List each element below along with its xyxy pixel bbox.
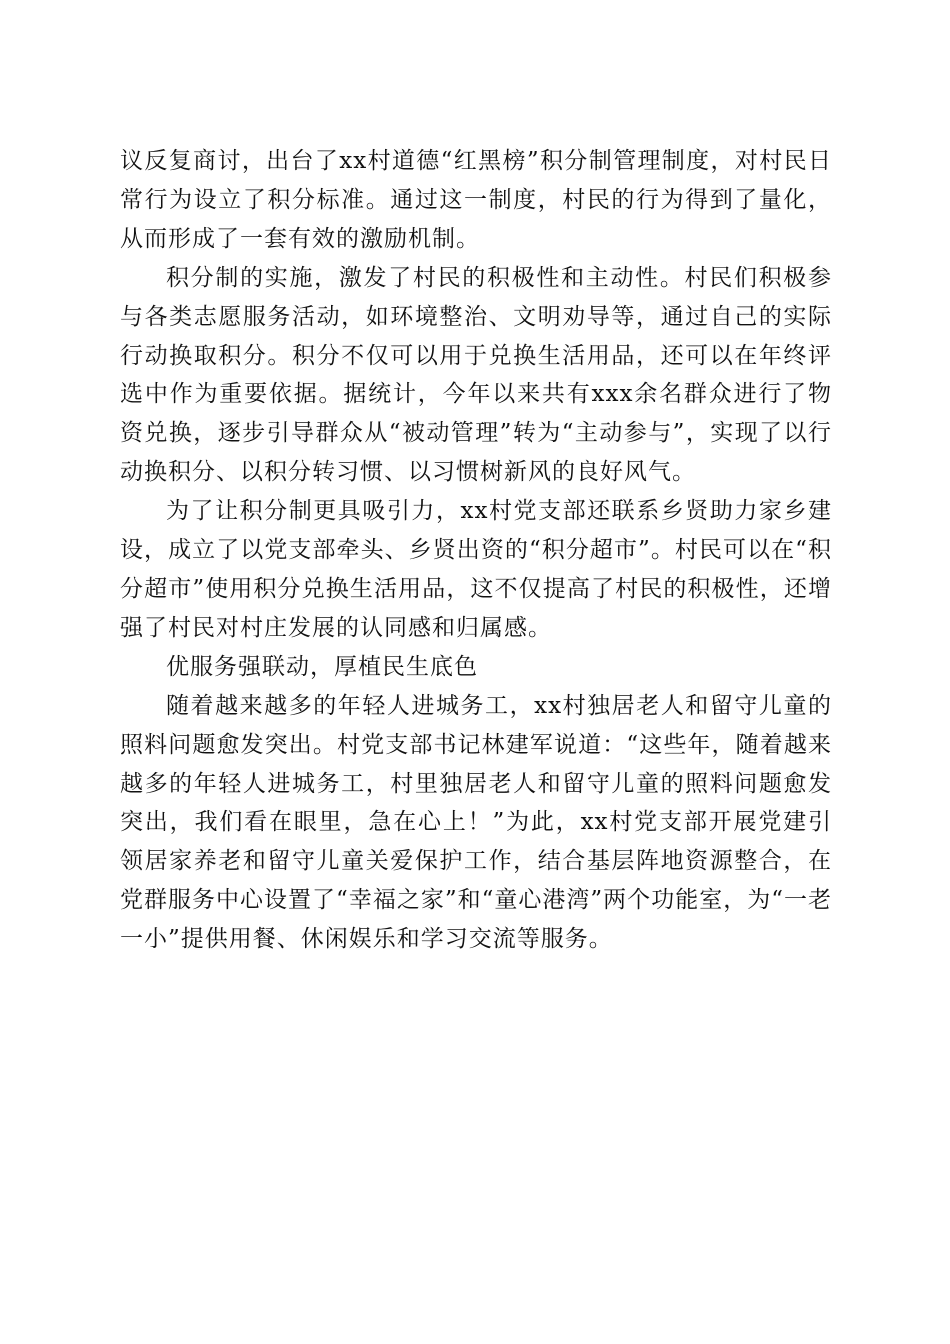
paragraph-points-system: 积分制的实施，激发了村民的积极性和主动性。村民们积极参与各类志愿服务活动，如环境整治、文明劝导等，通过自己的实际行动换取积分。积分不仅可以用于兑换生活用品，还可以在年终评选中作为重要依据。据统计，今年以来共有xxx余名群众进行了物资兑换，逐步引导群众从“被动管理”转为“主动参与”，实现了以行动换积分、以积分转习惯、以习惯树新风的良好风气。 — [120, 264, 832, 486]
paragraph-elderly-children-care: 随着越来越多的年轻人进城务工，xx村独居老人和留守儿童的照料问题愈发突出。村党支部书记林建军说道：“这些年，随着越来越多的年轻人进城务工，村里独居老人和留守儿童的照料问题愈发突出，我们看在眼里，急在心上！”为此，xx村党支部开展党建引领居家养老和留守儿童关爱保护工作，结合基层阵地资源整合，在党群服务中心设置了“幸福之家”和“童心港湾”两个功能室，为“一老一小”提供用餐、休闲娱乐和学习交流等服务。 — [120, 692, 832, 953]
section-heading: 优服务强联动，厚植民生底色 — [166, 653, 478, 680]
paragraph-continuation: 议反复商讨，出台了xx村道德“红黑榜”积分制管理制度，对村民日常行为设立了积分标准。通过这一制度，村民的行为得到了量化，从而形成了一套有效的激励机制。 — [120, 148, 832, 252]
paragraph-points-supermarket: 为了让积分制更具吸引力，xx村党支部还联系乡贤助力家乡建设，成立了以党支部牵头、乡贤出资的“积分超市”。村民可以在“积分超市”使用积分兑换生活用品，这不仅提高了村民的积极性，还增强了村民对村庄发展的认同感和归属感。 — [120, 498, 832, 641]
article-body — [120, 142, 832, 959]
